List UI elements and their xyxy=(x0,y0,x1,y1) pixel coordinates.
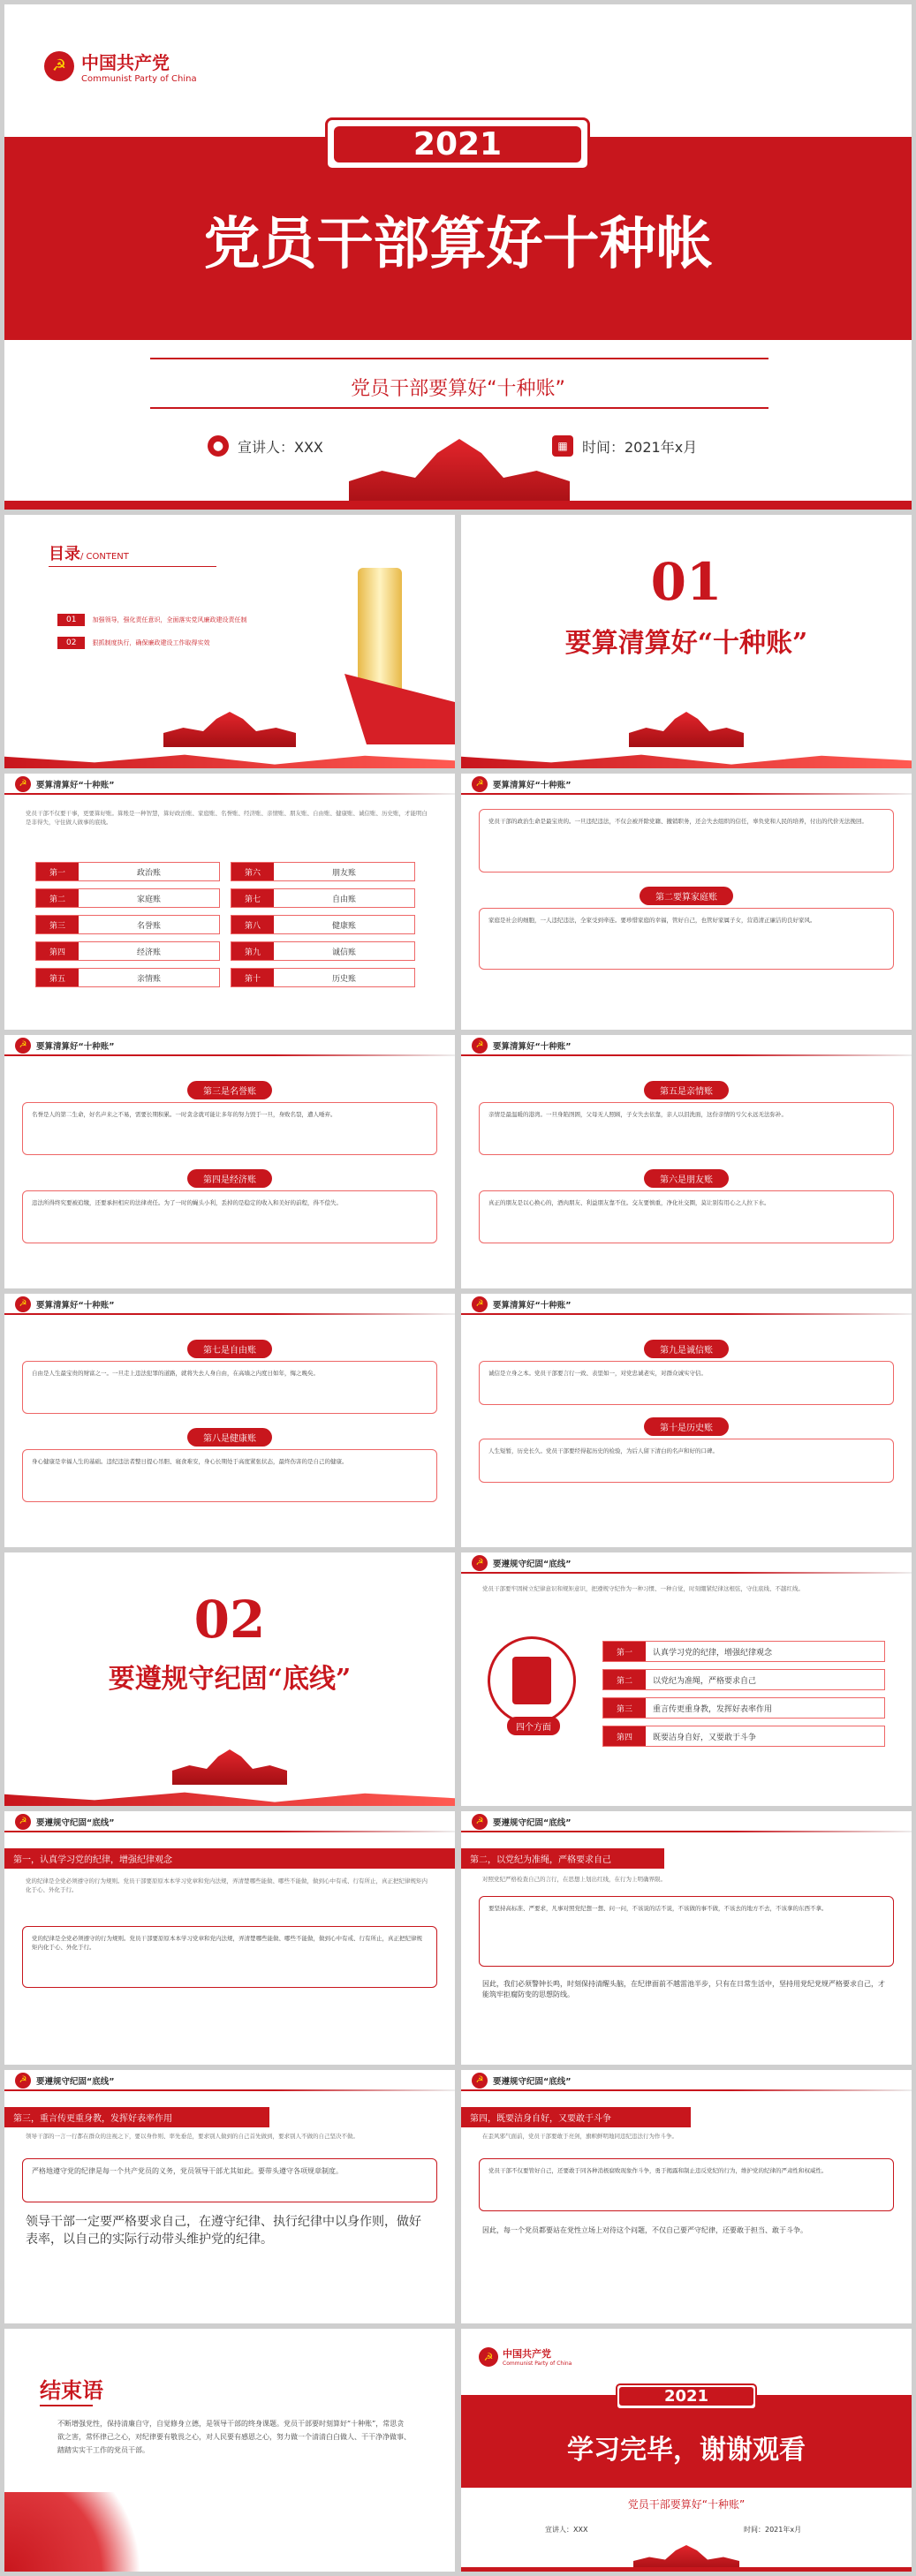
slide-header xyxy=(461,1552,912,1574)
divider xyxy=(49,566,216,567)
conclusion-text: 不断增强党性，保持清廉自守，自觉修身立德，是领导干部的终身课题。党员干部要时刻算好“十种账”，常思贪欲之害，常怀律己之心，对纪律要有敬畏之心，对人民要有感恩之心，努力做一个清清白白做人、干干净净做事、踏踏实实干工作的党员干部。 xyxy=(57,2420,411,2454)
account-cell xyxy=(35,888,220,908)
content-box: 要坚持高标准、严要求，凡事对照党纪想一想、问一问，不该说的话不说，不该做的事不做，不该去的地方不去，不该拿的东西不拿。 xyxy=(479,1896,894,1967)
aspect-bar: 第一，认真学习党的纪律，增强纪律观念 xyxy=(4,1848,455,1869)
aspect-item xyxy=(602,1697,885,1719)
account-name: 朋友账 xyxy=(331,868,356,878)
red-wave xyxy=(4,749,455,768)
slide-header xyxy=(4,1294,455,1315)
end-title: 学习完毕，谢谢观看 xyxy=(567,2435,806,2466)
aspect-item xyxy=(602,1726,885,1747)
box-title: 第四是经济账 xyxy=(187,1169,272,1188)
speaker-text: 宣讲人：XXX xyxy=(238,438,323,456)
party-emblem-icon: ☭ xyxy=(15,1814,31,1830)
account-num: 第九 xyxy=(231,942,274,960)
red-swirl-decoration xyxy=(4,2492,181,2572)
note-text: 因此，每一个党员都要站在党性立场上对待这个问题，不仅自己要严守纪律，还要敢于担当、敢于斗争。 xyxy=(482,2226,807,2234)
account-name: 政治账 xyxy=(136,868,161,878)
section-02-slide[interactable] xyxy=(4,1552,455,1806)
account-num: 第六 xyxy=(231,863,274,880)
party-emblem-icon: ☭ xyxy=(15,776,31,792)
cover-slide[interactable] xyxy=(4,4,912,510)
divider xyxy=(4,2089,455,2091)
account-cell xyxy=(231,915,415,934)
toc-list xyxy=(57,614,340,649)
red-wave xyxy=(4,1787,455,1806)
divider xyxy=(4,1313,455,1315)
account-num: 第七 xyxy=(231,889,274,907)
divider xyxy=(461,2089,912,2091)
box-title-row xyxy=(4,1081,455,1099)
end-slide[interactable] xyxy=(461,2329,912,2572)
account-cell xyxy=(35,915,220,934)
aspects-list xyxy=(602,1641,885,1754)
section-01-slide[interactable] xyxy=(461,515,912,768)
account-name: 自由账 xyxy=(331,895,356,904)
tiananmen-illustration xyxy=(349,439,570,510)
section-number: 02 xyxy=(193,1590,266,1650)
divider xyxy=(461,1831,912,1832)
content-box: 名誉是人的第二生命，好名声来之不易，需要长期积累。一时贪念就可能让多年的努力毁于一旦，身败名裂，遭人唾弃。 xyxy=(22,1102,437,1155)
aspect-text: 党的纪律是全党必须遵守的行为规则。党员干部要原原本本学习党章和党内法规，弄清楚哪些能做、哪些不能做，做到心中有戒、行有所止，真正把纪律规矩内化于心、外化于行。 xyxy=(26,1877,428,1893)
accounts-detail-slide[interactable] xyxy=(461,774,912,1030)
party-emblem-icon: ☭ xyxy=(15,1038,31,1054)
header-text: 要算清算好“十种账” xyxy=(36,1301,115,1311)
cover-logo xyxy=(44,49,197,84)
aspect-text: 既要洁身自好，又要敢于斗争 xyxy=(653,1733,757,1742)
slide-header xyxy=(4,1035,455,1056)
header-text: 要遵规守纪固“底线” xyxy=(493,2077,572,2087)
header-text: 要算清算好“十种账” xyxy=(493,781,572,790)
end-logo xyxy=(479,2346,572,2367)
aspect-detail-slide[interactable] xyxy=(461,1811,912,2065)
bottom-bar xyxy=(461,2567,912,2572)
party-emblem-icon: ☭ xyxy=(15,1296,31,1312)
box-title-row xyxy=(479,887,894,905)
aspect-num: 第一 xyxy=(603,1642,646,1661)
aspect-detail-slide[interactable] xyxy=(4,2070,455,2323)
content-box: 亲情是最温暖的港湾。一旦身陷囹圄，父母无人照顾，子女失去依靠，亲人以泪洗面，这份亲情的亏欠永远无法弥补。 xyxy=(479,1102,894,1155)
toc-title xyxy=(49,541,129,564)
party-emblem-icon: ☭ xyxy=(472,1814,488,1830)
party-emblem-icon: ☭ xyxy=(472,1038,488,1054)
toc-text: 狠抓制度执行，确保廉政建设工作取得实效 xyxy=(92,639,210,646)
divider xyxy=(40,2405,93,2406)
year-badge xyxy=(616,2383,757,2410)
logo-en: Communist Party of China xyxy=(81,74,197,84)
speaker-row xyxy=(208,435,323,457)
content-box: 党员干部的政治生命是最宝贵的。一旦违纪违法，不仅会被开除党籍、撤销职务，还会失去组织的信任，辜负党和人民的培养，付出的代价无法挽回。 xyxy=(479,809,894,873)
account-num: 第一 xyxy=(36,863,79,880)
divider xyxy=(461,1054,912,1056)
divider xyxy=(461,1572,912,1574)
slide-header xyxy=(461,2070,912,2091)
party-emblem-icon: ☭ xyxy=(472,1296,488,1312)
divider xyxy=(461,1313,912,1315)
tiananmen-illustration xyxy=(172,1749,287,1785)
logo-en: Communist Party of China xyxy=(503,2361,572,2367)
aspect-num: 第二 xyxy=(603,1670,646,1689)
aspect-text: 重言传更重身教，发挥好表率作用 xyxy=(653,1704,773,1714)
content-box: 家庭是社会的细胞，一人违纪违法，全家受到牵连。要珍惜家庭的幸福，管好自己，也管好家属子女，营造清正廉洁的良好家风。 xyxy=(479,908,894,970)
accounts-grid xyxy=(35,862,415,987)
box-title-row xyxy=(461,1340,912,1358)
account-name: 家庭账 xyxy=(136,895,161,904)
party-emblem-icon: ☭ xyxy=(472,2073,488,2089)
clipboard-icon xyxy=(512,1657,551,1704)
logo-cn: 中国共产党 xyxy=(503,2348,551,2360)
slide-header xyxy=(4,2070,455,2091)
account-name: 历史账 xyxy=(331,974,356,984)
slide-header xyxy=(4,774,455,795)
aspect-detail-slide[interactable] xyxy=(461,2070,912,2323)
aspect-item xyxy=(602,1641,885,1662)
account-cell xyxy=(231,888,415,908)
box-title: 第七是自由账 xyxy=(187,1340,272,1358)
divider xyxy=(461,793,912,795)
clipboard-magnifier-icon xyxy=(488,1636,576,1725)
slide-header xyxy=(461,1811,912,1832)
box-title-row xyxy=(461,1417,912,1436)
content-box: 身心健康是幸福人生的基础。违纪违法者整日提心吊胆、寝食难安，身心长期处于高度紧张状态，最终伤害的是自己的健康。 xyxy=(22,1449,437,1502)
time-text: 时间：2021年x月 xyxy=(582,438,698,456)
divider xyxy=(4,793,455,795)
aspect-text: 认真学习党的纪律，增强纪律观念 xyxy=(653,1648,773,1658)
header-text: 要算清算好“十种账” xyxy=(36,1042,115,1052)
box-title-row xyxy=(461,1081,912,1099)
section-title: 要遵规守纪固“底线” xyxy=(108,1664,352,1695)
box-title: 第二要算家庭账 xyxy=(640,887,733,905)
accounts-detail-slide[interactable] xyxy=(4,1035,455,1288)
tiananmen-illustration xyxy=(629,712,744,747)
toc-slide[interactable] xyxy=(4,515,455,768)
box-title: 第三是名誉账 xyxy=(187,1081,272,1099)
aspects-badge: 四个方面 xyxy=(507,1717,560,1735)
account-cell xyxy=(35,968,220,987)
party-emblem-icon: ☭ xyxy=(44,51,74,81)
aspect-item xyxy=(602,1669,885,1690)
header-text: 要遵规守纪固“底线” xyxy=(493,1560,572,1569)
aspect-text: 在歪风邪气面前，党员干部要敢于亮剑，旗帜鲜明地同违纪违法行为作斗争。 xyxy=(482,2133,678,2140)
content-box: 违法所得终究要被追缴，还要承担相应的法律责任。为了一时的蝇头小利，丢掉的是稳定的收入和美好的前程，得不偿失。 xyxy=(22,1190,437,1243)
content-box: 党的纪律是全党必须遵守的行为规则。党员干部要原原本本学习党章和党内法规，弄清楚哪些能做、哪些不能做，做到心中有戒、行有所止，真正把纪律规矩内化于心、外化于行。 xyxy=(22,1926,437,1988)
box-title-row xyxy=(4,1428,455,1447)
divider xyxy=(150,358,768,359)
aspect-bar: 第三，重言传更重身教，发挥好表率作用 xyxy=(4,2107,269,2127)
tiananmen-illustration xyxy=(163,712,296,747)
toc-text: 加强领导，强化责任意识，全面落实党风廉政建设责任制 xyxy=(92,616,247,623)
cover-subtitle: 党员干部要算好“十种账” xyxy=(351,378,565,400)
header-text: 要遵规守纪固“底线” xyxy=(493,1818,572,1828)
calendar-icon: ▦ xyxy=(552,435,573,457)
toc-item[interactable] xyxy=(57,614,340,626)
end-subtitle: 党员干部要算好“十种账” xyxy=(627,2498,746,2511)
content-box: 人生短暂，历史长久。党员干部要经得起历史的检验，为后人留下清白的名声和好的口碑。 xyxy=(479,1439,894,1483)
box-title-row xyxy=(461,1169,912,1188)
content-box: 严格地遵守党的纪律是每一个共产党员的义务，党员领导干部尤其如此。要带头遵守各项规章制度。 xyxy=(22,2158,437,2202)
account-name: 经济账 xyxy=(136,948,161,957)
aspect-text: 以党纪为准绳，严格要求自己 xyxy=(653,1676,757,1686)
header-text: 要算清算好“十种账” xyxy=(493,1301,572,1311)
account-cell xyxy=(35,862,220,881)
header-text: 要遵规守纪固“底线” xyxy=(36,1818,115,1828)
accounts-detail-slide[interactable] xyxy=(461,1294,912,1547)
account-cell xyxy=(35,941,220,961)
user-icon: ● xyxy=(208,435,229,457)
slide-header xyxy=(4,1811,455,1832)
aspect-num: 第三 xyxy=(603,1698,646,1718)
content-box: 党员干部不仅要管好自己，还要敢于同各种消极腐败现象作斗争，勇于揭露和制止违反党纪的行为，维护党的纪律的严肃性和权威性。 xyxy=(479,2158,894,2211)
account-name: 健康账 xyxy=(331,921,356,931)
time-row xyxy=(552,435,697,457)
account-cell xyxy=(231,862,415,881)
content-box: 自由是人生最宝贵的财富之一。一旦走上违法犯罪的道路，就将失去人身自由，在高墙之内度日如年，悔之晚矣。 xyxy=(22,1361,437,1414)
party-emblem-icon: ☭ xyxy=(15,2073,31,2089)
account-name: 名誉账 xyxy=(136,921,161,931)
ten-accounts-slide[interactable] xyxy=(4,774,455,1030)
box-title: 第六是朋友账 xyxy=(644,1169,729,1188)
header-text: 要算清算好“十种账” xyxy=(36,781,115,790)
accounts-detail-slide[interactable] xyxy=(461,1035,912,1288)
party-emblem-icon: ☭ xyxy=(472,1555,488,1571)
account-num: 第五 xyxy=(36,969,79,986)
aspect-num: 第四 xyxy=(603,1726,646,1746)
year-text: 2021 xyxy=(619,2387,753,2406)
toc-title-en: / CONTENT xyxy=(80,552,129,562)
box-title: 第九是诚信账 xyxy=(644,1340,729,1358)
toc-item[interactable] xyxy=(57,637,340,649)
toc-num: 01 xyxy=(57,614,85,626)
slide-header xyxy=(461,774,912,795)
slide-header xyxy=(461,1035,912,1056)
four-aspects-slide[interactable] xyxy=(461,1552,912,1806)
aspect-detail-slide[interactable] xyxy=(4,1811,455,2065)
aspect-bar: 第四，既要洁身自好，又要敢于斗争 xyxy=(461,2107,691,2127)
divider xyxy=(4,1831,455,1832)
year-text: 2021 xyxy=(334,126,581,162)
aspect-bar: 第二，以党纪为准绳，严格要求自己 xyxy=(461,1848,664,1869)
account-name: 诚信账 xyxy=(331,948,356,957)
box-title-row xyxy=(4,1340,455,1358)
divider xyxy=(4,1054,455,1056)
end-speaker: 宣讲人：XXX xyxy=(545,2526,588,2534)
account-num: 第四 xyxy=(36,942,79,960)
party-emblem-icon: ☭ xyxy=(472,776,488,792)
box-title: 第五是亲情账 xyxy=(644,1081,729,1099)
account-num: 第十 xyxy=(231,969,274,986)
red-wave xyxy=(461,749,912,768)
account-num: 第三 xyxy=(36,916,79,933)
section-title: 要算清算好“十种账” xyxy=(564,628,808,659)
toc-num: 02 xyxy=(57,637,85,649)
year-badge xyxy=(325,117,590,170)
aspect-text: 对照党纪严格检查自己的言行，在思想上划出红线，在行为上明确界限。 xyxy=(482,1876,666,1883)
intro-text: 党员干部要牢固树立纪律意识和规矩意识，把遵规守纪作为一种习惯、一种自觉，时刻绷紧纪律这根弦，守住底线、不越红线。 xyxy=(482,1585,804,1592)
end-time: 时间：2021年x月 xyxy=(744,2526,802,2534)
header-text: 要算清算好“十种账” xyxy=(493,1042,572,1052)
conclusion-title: 结束语 xyxy=(40,2378,103,2403)
content-box: 真正的朋友是以心换心的，酒肉朋友、利益朋友靠不住。交友要慎重，净化社交圈，莫让别有用心之人拉下水。 xyxy=(479,1190,894,1243)
section-number: 01 xyxy=(650,552,723,612)
conclusion-slide[interactable] xyxy=(4,2329,455,2572)
intro-text: 党员干部不仅要干事，更要算好账。算账是一种智慧，算好政治账、家庭账、名誉账、经济账、亲情账、朋友账、自由账、健康账、诚信账、历史账，才能明白是非得失，守住做人做事的底线。 xyxy=(26,810,428,826)
divider xyxy=(150,407,768,409)
account-num: 第二 xyxy=(36,889,79,907)
note-text: 因此，我们必须警钟长鸣，时刻保持清醒头脑，在纪律面前不越雷池半步，只有在日常生活中，坚持用党纪党规严格要求自己，才能筑牢拒腐防变的思想防线。 xyxy=(482,1980,885,1998)
box-title: 第八是健康账 xyxy=(187,1428,272,1447)
slide-header xyxy=(461,1294,912,1315)
bottom-bar xyxy=(4,501,912,510)
account-cell xyxy=(231,941,415,961)
logo-cn: 中国共产党 xyxy=(81,52,170,73)
accounts-detail-slide[interactable] xyxy=(4,1294,455,1547)
big-text: 领导干部一定要严格要求自己，在遵守纪律、执行纪律中以身作则，做好表率，以自己的实际行动带头维护党的纪律。 xyxy=(26,2215,421,2247)
account-name: 亲情账 xyxy=(136,974,161,984)
account-cell xyxy=(231,968,415,987)
toc-title-cn: 目录 xyxy=(49,545,80,563)
cover-title: 党员干部算好十种帐 xyxy=(203,211,713,277)
party-emblem-icon: ☭ xyxy=(479,2347,498,2367)
content-box: 诚信是立身之本。党员干部要言行一致、表里如一，对党忠诚老实，对群众诚实守信。 xyxy=(479,1361,894,1405)
box-title: 第十是历史账 xyxy=(644,1417,729,1436)
header-text: 要遵规守纪固“底线” xyxy=(36,2077,115,2087)
box-title-row xyxy=(4,1169,455,1188)
account-num: 第八 xyxy=(231,916,274,933)
aspect-text: 领导干部的一言一行都在群众的注视之下，要以身作则、率先垂范，要求别人做到的自己首先做到，要求别人不做的自己坚决不做。 xyxy=(26,2133,359,2140)
